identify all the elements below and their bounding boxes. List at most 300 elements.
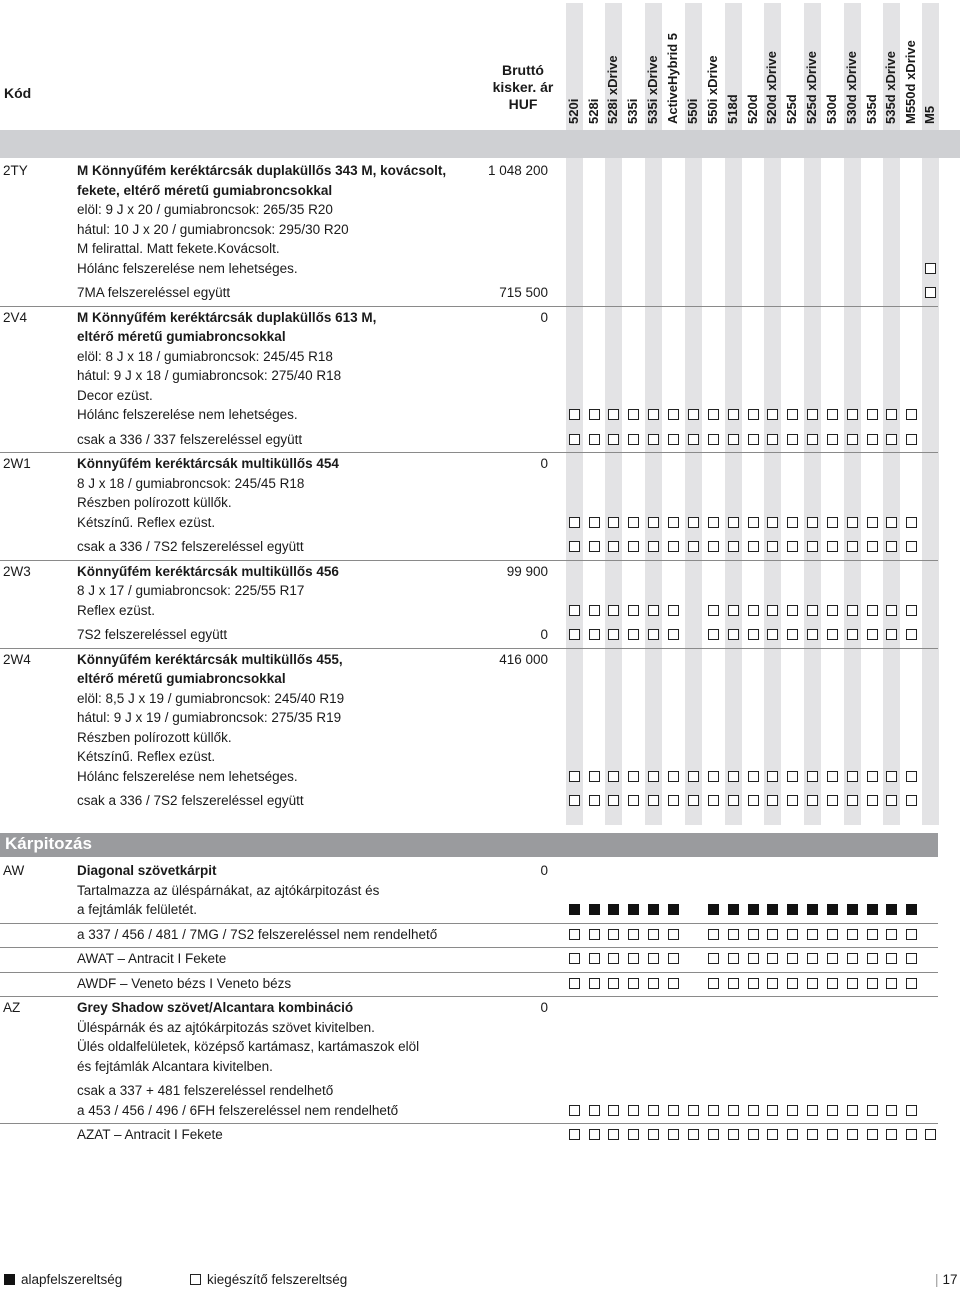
optional-equipment-marker <box>648 771 659 782</box>
optional-equipment-marker <box>608 629 619 640</box>
description-line: AWDF – Veneto bézs I Veneto bézs <box>77 975 292 991</box>
optional-equipment-marker <box>648 434 659 445</box>
optional-equipment-marker <box>906 629 917 640</box>
optional-equipment-marker <box>648 1129 659 1140</box>
optional-equipment-marker <box>925 1129 936 1140</box>
optional-equipment-marker <box>569 953 580 964</box>
row-separator <box>0 972 938 973</box>
row-separator <box>0 452 938 453</box>
description-line: elöl: 9 J x 20 / gumiabroncsok: 265/35 R20 <box>77 202 333 217</box>
optional-equipment-marker <box>827 434 838 445</box>
optional-equipment-marker <box>787 771 798 782</box>
optional-equipment-marker <box>608 795 619 806</box>
model-header: 550i <box>685 98 700 124</box>
description-line: Grey Shadow szövet/Alcantara kombináció <box>77 1000 354 1015</box>
optional-equipment-marker <box>668 434 679 445</box>
optional-equipment-marker <box>827 771 838 782</box>
option-description <box>77 161 487 278</box>
option-price: 0 <box>540 627 548 642</box>
optional-equipment-marker <box>906 953 917 964</box>
standard-equipment-marker <box>668 904 679 915</box>
standard-equipment-marker <box>628 904 639 915</box>
description-line: Kétszínű. Reflex ezüst. <box>77 514 216 530</box>
description-line: fekete, eltérő méretű gumiabroncsokkal <box>77 182 333 198</box>
optional-equipment-marker <box>728 771 739 782</box>
optional-equipment-marker <box>767 1129 778 1140</box>
option-description <box>77 861 487 920</box>
model-header: 525d <box>784 94 799 124</box>
standard-equipment-marker <box>569 904 580 915</box>
optional-equipment-marker <box>668 771 679 782</box>
description-line: Könnyűfém keréktárcsák multiküllős 455, <box>77 651 343 667</box>
option-description <box>77 454 487 532</box>
optional-equipment-marker <box>847 541 858 552</box>
optional-equipment-marker <box>688 1129 699 1140</box>
model-header: 520d <box>745 94 760 124</box>
optional-equipment-marker <box>728 517 739 528</box>
optional-equipment-marker <box>807 605 818 616</box>
optional-equipment-marker <box>628 605 639 616</box>
model-header: 520i <box>566 98 581 124</box>
optional-equipment-marker <box>925 263 936 274</box>
model-header: 535i <box>625 98 640 124</box>
option-description <box>77 650 487 787</box>
optional-equipment-marker <box>708 1129 719 1140</box>
legend-optional-label: kiegészítő felszereltség <box>207 1272 348 1287</box>
model-header: 520d xDrive <box>764 51 779 124</box>
standard-equipment-marker <box>847 904 858 915</box>
description-line: hátul: 9 J x 18 / gumiabroncsok: 275/40 R18 <box>77 368 342 383</box>
optional-equipment-marker <box>748 517 759 528</box>
filled-square-icon <box>4 1274 15 1285</box>
model-header: 550i xDrive <box>705 55 720 124</box>
description-line: Reflex ezüst. <box>77 602 156 618</box>
optional-equipment-marker <box>886 771 897 782</box>
optional-equipment-marker <box>787 434 798 445</box>
model-header: 528i <box>586 98 601 124</box>
description-line: M felirattal. Matt fekete.Kovácsolt. <box>77 241 280 256</box>
description-line: a 337 / 456 / 481 / 7MG / 7S2 felszereléssel nem rendelhető <box>77 926 438 942</box>
optional-equipment-marker <box>589 541 600 552</box>
model-header: 535d xDrive <box>883 51 898 124</box>
optional-equipment-marker <box>787 795 798 806</box>
optional-equipment-marker <box>708 953 719 964</box>
model-header: 535i xDrive <box>645 55 660 124</box>
optional-equipment-marker <box>589 953 600 964</box>
optional-equipment-marker <box>668 605 679 616</box>
optional-equipment-marker <box>668 409 679 420</box>
description-line: AZAT – Antracit I Fekete <box>77 1127 223 1142</box>
option-description <box>77 283 487 303</box>
section-title: Kárpitozás <box>5 834 92 853</box>
optional-equipment-marker <box>886 629 897 640</box>
optional-equipment-marker <box>847 978 858 989</box>
option-description <box>77 949 487 969</box>
optional-equipment-marker <box>569 629 580 640</box>
optional-equipment-marker <box>628 434 639 445</box>
optional-equipment-marker <box>728 541 739 552</box>
row-separator <box>0 923 938 924</box>
optional-equipment-marker <box>569 978 580 989</box>
option-price: 0 <box>540 863 548 878</box>
optional-equipment-marker <box>867 629 878 640</box>
optional-equipment-marker <box>668 1105 679 1116</box>
optional-equipment-marker <box>608 1129 619 1140</box>
optional-equipment-marker <box>728 929 739 940</box>
description-line: M Könnyűfém keréktárcsák duplaküllős 613 M, <box>77 309 377 325</box>
description-line: Részben polírozott küllők. <box>77 495 232 510</box>
optional-equipment-marker <box>906 605 917 616</box>
optional-equipment-marker <box>847 629 858 640</box>
description-line: Könnyűfém keréktárcsák multiküllős 454 <box>77 456 339 471</box>
description-line: és fejtámlák Alcantara kivitelben. <box>77 1058 273 1074</box>
optional-equipment-marker <box>748 1105 759 1116</box>
optional-equipment-marker <box>628 629 639 640</box>
optional-equipment-marker <box>827 541 838 552</box>
optional-equipment-marker <box>847 953 858 964</box>
optional-equipment-marker <box>906 517 917 528</box>
optional-equipment-marker <box>906 434 917 445</box>
price-header-line: kisker. ár <box>492 79 554 95</box>
optional-equipment-marker <box>767 978 778 989</box>
standard-equipment-marker <box>648 904 659 915</box>
optional-equipment-marker <box>668 795 679 806</box>
optional-equipment-marker <box>668 629 679 640</box>
optional-equipment-marker <box>708 605 719 616</box>
optional-equipment-marker <box>867 771 878 782</box>
description-line: Tartalmazza az üléspárnákat, az ajtókárpitozást és <box>77 882 380 898</box>
optional-equipment-marker <box>748 629 759 640</box>
optional-equipment-marker <box>569 1129 580 1140</box>
optional-equipment-marker <box>767 929 778 940</box>
optional-equipment-marker <box>628 953 639 964</box>
optional-equipment-marker <box>906 795 917 806</box>
standard-equipment-marker <box>708 904 719 915</box>
standard-equipment-marker <box>608 904 619 915</box>
optional-equipment-marker <box>728 605 739 616</box>
optional-equipment-marker <box>847 605 858 616</box>
optional-equipment-marker <box>668 517 679 528</box>
optional-equipment-marker <box>847 771 858 782</box>
option-code: 2W3 <box>3 563 31 579</box>
optional-equipment-marker <box>787 1105 798 1116</box>
optional-equipment-marker <box>708 517 719 528</box>
optional-equipment-marker <box>787 541 798 552</box>
optional-equipment-marker <box>569 409 580 420</box>
optional-equipment-marker <box>589 795 600 806</box>
option-price: 0 <box>540 1000 548 1015</box>
description-line: Diagonal szövetkárpit <box>77 863 217 878</box>
optional-equipment-marker <box>748 541 759 552</box>
optional-equipment-marker <box>787 953 798 964</box>
optional-equipment-marker <box>688 434 699 445</box>
optional-equipment-marker <box>608 409 619 420</box>
optional-equipment-marker <box>827 953 838 964</box>
description-line: hátul: 9 J x 19 / gumiabroncsok: 275/35 R19 <box>77 710 342 725</box>
model-header: ActiveHybrid 5 <box>665 32 680 124</box>
optional-equipment-marker <box>628 978 639 989</box>
optional-equipment-marker <box>628 1129 639 1140</box>
optional-equipment-marker <box>886 929 897 940</box>
optional-equipment-marker <box>589 629 600 640</box>
optional-equipment-marker <box>767 629 778 640</box>
option-description <box>77 308 487 425</box>
optional-equipment-marker <box>569 929 580 940</box>
optional-equipment-marker <box>767 541 778 552</box>
optional-equipment-marker <box>688 409 699 420</box>
optional-equipment-marker <box>748 434 759 445</box>
option-price: 416 000 <box>499 651 548 667</box>
description-line: Hólánc felszerelése nem lehetséges. <box>77 260 298 276</box>
optional-equipment-marker <box>807 629 818 640</box>
description-line: csak a 336 / 7S2 felszereléssel együtt <box>77 539 304 554</box>
legend-standard <box>4 1272 122 1287</box>
optional-equipment-marker <box>827 629 838 640</box>
description-line: 7MA felszereléssel együtt <box>77 285 231 300</box>
optional-equipment-marker <box>648 629 659 640</box>
optional-equipment-marker <box>728 978 739 989</box>
optional-equipment-marker <box>748 1129 759 1140</box>
optional-equipment-marker <box>886 541 897 552</box>
standard-equipment-marker <box>787 904 798 915</box>
option-description <box>77 430 487 450</box>
section-header-karpitozas <box>0 833 938 857</box>
optional-equipment-marker <box>787 517 798 528</box>
description-line: Üléspárnák és az ajtókárpitozás szövet kivitelben. <box>77 1019 375 1035</box>
row-separator <box>0 947 938 948</box>
optional-equipment-marker <box>807 978 818 989</box>
optional-equipment-marker <box>886 1105 897 1116</box>
optional-equipment-marker <box>628 929 639 940</box>
optional-equipment-marker <box>608 978 619 989</box>
optional-equipment-marker <box>648 541 659 552</box>
optional-equipment-marker <box>767 605 778 616</box>
optional-equipment-marker <box>608 517 619 528</box>
column-stripe <box>922 3 939 825</box>
code-column-header: Kód <box>4 85 32 101</box>
option-description <box>77 974 487 994</box>
optional-equipment-marker <box>688 771 699 782</box>
optional-equipment-marker <box>867 1105 878 1116</box>
description-line: 8 J x 18 / gumiabroncsok: 245/45 R18 <box>77 475 305 491</box>
optional-equipment-marker <box>569 434 580 445</box>
option-description <box>77 537 487 557</box>
row-separator <box>0 1123 938 1124</box>
legend-standard-label: alapfelszereltség <box>21 1272 123 1287</box>
optional-equipment-marker <box>648 953 659 964</box>
optional-equipment-marker <box>847 517 858 528</box>
standard-equipment-marker <box>728 904 739 915</box>
description-line: Részben polírozott küllők. <box>77 729 232 745</box>
optional-equipment-marker <box>589 978 600 989</box>
standard-equipment-marker <box>827 904 838 915</box>
optional-equipment-marker <box>827 409 838 420</box>
optional-equipment-marker <box>886 409 897 420</box>
optional-equipment-marker <box>589 1105 600 1116</box>
description-line: csak a 336 / 7S2 felszereléssel együtt <box>77 793 304 808</box>
optional-equipment-marker <box>787 1129 798 1140</box>
optional-equipment-marker <box>728 434 739 445</box>
optional-equipment-marker <box>608 605 619 616</box>
optional-equipment-marker <box>708 434 719 445</box>
price-header-line: Bruttó <box>502 62 544 78</box>
optional-equipment-marker <box>589 771 600 782</box>
model-header: 525d xDrive <box>804 51 819 124</box>
optional-equipment-marker <box>807 517 818 528</box>
price-column-header <box>482 62 564 113</box>
optional-equipment-marker <box>688 1105 699 1116</box>
optional-equipment-marker <box>748 795 759 806</box>
optional-equipment-marker <box>807 929 818 940</box>
option-price: 0 <box>540 309 548 325</box>
option-price: 1 048 200 <box>487 163 548 178</box>
model-header: M550d xDrive <box>903 40 918 124</box>
option-price: 0 <box>540 456 548 471</box>
optional-equipment-marker <box>787 409 798 420</box>
optional-equipment-marker <box>767 771 778 782</box>
description-line: Hólánc felszerelése nem lehetséges. <box>77 768 298 784</box>
option-description <box>77 791 487 811</box>
optional-equipment-marker <box>807 541 818 552</box>
optional-equipment-marker <box>787 605 798 616</box>
optional-equipment-marker <box>807 771 818 782</box>
optional-equipment-marker <box>728 1105 739 1116</box>
option-description <box>77 998 487 1076</box>
optional-equipment-marker <box>867 517 878 528</box>
optional-equipment-marker <box>867 978 878 989</box>
option-code: 2W4 <box>3 651 31 667</box>
optional-equipment-marker <box>767 434 778 445</box>
optional-equipment-marker <box>886 795 897 806</box>
optional-equipment-marker <box>688 541 699 552</box>
optional-equipment-marker <box>569 771 580 782</box>
optional-equipment-marker <box>827 1129 838 1140</box>
model-header: M5 <box>922 105 937 124</box>
standard-equipment-marker <box>767 904 778 915</box>
description-line: 7S2 felszereléssel együtt <box>77 627 228 642</box>
optional-equipment-marker <box>827 929 838 940</box>
description-line: Könnyűfém keréktárcsák multiküllős 456 <box>77 563 339 579</box>
optional-equipment-marker <box>608 953 619 964</box>
optional-equipment-marker <box>867 953 878 964</box>
optional-equipment-marker <box>827 978 838 989</box>
page-number: | 17 <box>935 1272 958 1287</box>
row-separator <box>0 648 938 649</box>
optional-equipment-marker <box>847 409 858 420</box>
option-code: 2W1 <box>3 456 31 471</box>
optional-equipment-marker <box>867 409 878 420</box>
description-line: Hólánc felszerelése nem lehetséges. <box>77 407 298 422</box>
optional-equipment-marker <box>906 541 917 552</box>
optional-equipment-marker <box>589 605 600 616</box>
optional-equipment-marker <box>906 978 917 989</box>
option-code: AZ <box>3 1000 21 1015</box>
description-line: csak a 337 + 481 felszereléssel rendelhető <box>77 1083 334 1098</box>
description-line: AWAT – Antracit I Fekete <box>77 951 227 966</box>
optional-equipment-marker <box>767 953 778 964</box>
optional-equipment-marker <box>767 795 778 806</box>
optional-equipment-marker <box>886 605 897 616</box>
model-header: 530d <box>824 94 839 124</box>
row-separator <box>0 996 938 997</box>
optional-equipment-marker <box>827 517 838 528</box>
description-line: eltérő méretű gumiabroncsokkal <box>77 671 286 686</box>
optional-equipment-marker <box>648 517 659 528</box>
description-line: a fejtámlák felületét. <box>77 902 198 917</box>
optional-equipment-marker <box>867 1129 878 1140</box>
optional-equipment-marker <box>827 1105 838 1116</box>
optional-equipment-marker <box>589 929 600 940</box>
optional-equipment-marker <box>748 771 759 782</box>
optional-equipment-marker <box>708 978 719 989</box>
optional-equipment-marker <box>628 771 639 782</box>
optional-equipment-marker <box>767 1105 778 1116</box>
description-line: csak a 336 / 337 felszereléssel együtt <box>77 431 303 447</box>
optional-equipment-marker <box>708 929 719 940</box>
optional-equipment-marker <box>648 1105 659 1116</box>
optional-equipment-marker <box>906 409 917 420</box>
optional-equipment-marker <box>569 605 580 616</box>
empty-square-icon <box>190 1274 201 1285</box>
optional-equipment-marker <box>748 978 759 989</box>
optional-equipment-marker <box>847 434 858 445</box>
optional-equipment-marker <box>668 1129 679 1140</box>
optional-equipment-marker <box>867 795 878 806</box>
optional-equipment-marker <box>847 1105 858 1116</box>
option-price: 99 900 <box>506 563 548 579</box>
optional-equipment-marker <box>787 929 798 940</box>
optional-equipment-marker <box>648 409 659 420</box>
option-description <box>77 1081 487 1120</box>
optional-equipment-marker <box>827 605 838 616</box>
description-line: 8 J x 17 / gumiabroncsok: 225/55 R17 <box>77 583 305 598</box>
description-line: a 453 / 456 / 496 / 6FH felszereléssel nem rendelhető <box>77 1102 399 1118</box>
optional-equipment-marker <box>628 795 639 806</box>
option-code: 2V4 <box>3 309 28 325</box>
description-line: hátul: 10 J x 20 / gumiabroncsok: 295/30 R20 <box>77 221 349 237</box>
page-number-value: 17 <box>942 1272 958 1287</box>
optional-equipment-marker <box>728 795 739 806</box>
option-price: 715 500 <box>499 285 548 300</box>
model-header: 530d xDrive <box>844 51 859 124</box>
description-line: Kétszínű. Reflex ezüst. <box>77 749 216 764</box>
optional-equipment-marker <box>728 409 739 420</box>
option-description <box>77 625 487 645</box>
optional-equipment-marker <box>748 605 759 616</box>
optional-equipment-marker <box>628 541 639 552</box>
optional-equipment-marker <box>648 929 659 940</box>
optional-equipment-marker <box>807 795 818 806</box>
optional-equipment-marker <box>847 929 858 940</box>
optional-equipment-marker <box>767 409 778 420</box>
optional-equipment-marker <box>569 795 580 806</box>
option-code: AW <box>3 863 25 878</box>
optional-equipment-marker <box>807 953 818 964</box>
optional-equipment-marker <box>708 795 719 806</box>
standard-equipment-marker <box>867 904 878 915</box>
optional-equipment-marker <box>847 795 858 806</box>
description-line: eltérő méretű gumiabroncsokkal <box>77 329 286 344</box>
optional-equipment-marker <box>827 795 838 806</box>
optional-equipment-marker <box>728 1129 739 1140</box>
optional-equipment-marker <box>886 517 897 528</box>
optional-equipment-marker <box>628 1105 639 1116</box>
optional-equipment-marker <box>807 1105 818 1116</box>
optional-equipment-marker <box>767 517 778 528</box>
description-line: Decor ezüst. <box>77 387 153 403</box>
optional-equipment-marker <box>807 409 818 420</box>
option-description <box>77 562 487 621</box>
